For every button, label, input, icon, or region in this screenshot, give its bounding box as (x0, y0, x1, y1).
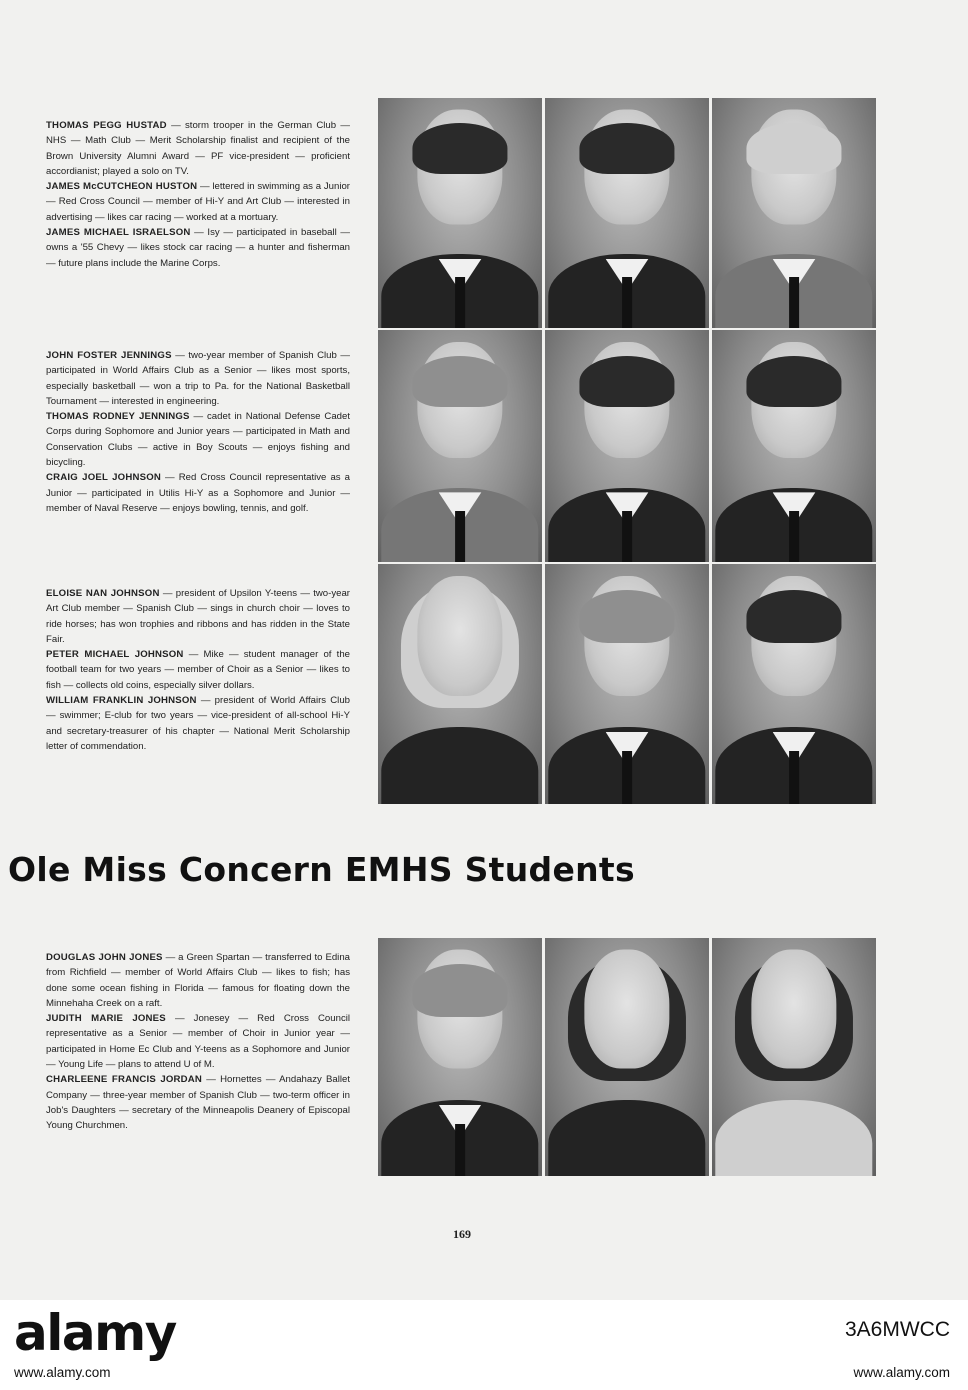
bio-entry (46, 1011, 350, 1072)
bio-entry (46, 950, 350, 1011)
portrait-craig-johnson (712, 330, 876, 562)
student-name: JAMES MICHAEL ISRAELSON (46, 227, 191, 239)
portrait-israelson (712, 98, 876, 328)
student-bio: — Hornettes — Andahazy Ballet Company — three-year member of Spanish Club — two-term officer in Job's Daughters — secretary of the Minneapolis Deanery of Episcopal Young Churchmen. (46, 1074, 350, 1132)
student-bio: — Mike — student manager of the football team for two years — member of Choir as a Senior — likes to fish — collects old coins, especially silver dollars. (46, 649, 350, 691)
bio-group-4 (46, 950, 350, 1134)
image-id: 3A6MWCC (844, 1318, 950, 1341)
student-bio: — two-year member of Spanish Club — participated in World Affairs Club as a Senior — likes most sports, especially basketball — won a trip to Pa. for the National Basketball Tournament — interested in engineering. (46, 350, 350, 407)
bio-entry (46, 409, 350, 470)
photo-row-4 (378, 938, 876, 1176)
bio-group-3 (46, 586, 350, 754)
student-bio: — Jonesey — Red Cross Council representative as a Senior — member of Choir in Junior year — participated in Home Ec Club and Y-teens as a Sophomore and Junior — Young Life — plans to attend U of M. (46, 1013, 351, 1071)
student-bio: — president of Upsilon Y-teens — two-year Art Club member — Spanish Club — sings in church choir — loves to ride horses; has won trophies and ribbons and has ridden in the State Fair. (46, 588, 350, 645)
site-url-left: www.alamy.com (14, 1365, 111, 1380)
student-name: JOHN FOSTER JENNINGS (46, 350, 172, 361)
bio-entry (46, 586, 350, 647)
student-bio: — president of World Affairs Club — swimmer; E-club for two years — vice-president of all-school Hi-Y and secretary-treasurer of his chapter — National Merit Scholarship letter of commendation. (46, 695, 350, 752)
stock-credit-bar (0, 1300, 968, 1390)
bio-group-2 (46, 348, 350, 516)
portrait-thomas-jennings (545, 330, 709, 562)
bio-entry (46, 1072, 350, 1133)
student-name: CHARLEENE FRANCIS JORDAN (46, 1074, 203, 1086)
bio-entry (46, 647, 350, 693)
alamy-logo: alamy (14, 1304, 176, 1362)
student-bio: — storm trooper in the German Club — NHS — Math Club — Merit Scholarship finalist and recipient of the Brown University Alumni Award — PF vice-president — proficient accordianist; played a solo on TV. (46, 120, 351, 177)
portrait-eloise-johnson (378, 564, 542, 804)
portrait-judith-jones (545, 938, 709, 1176)
student-name: WILLIAM FRANKLIN JOHNSON (46, 695, 197, 707)
photo-row-1 (378, 98, 876, 328)
student-name: DOUGLAS JOHN JONES (46, 952, 163, 963)
bio-entry (46, 179, 350, 225)
student-name: PETER MICHAEL JOHNSON (46, 649, 184, 661)
photo-row-2 (378, 330, 876, 562)
student-bio: — a Green Spartan — transferred to Edina from Richfield — member of World Affairs Club — likes to fish; has done some ocean fishing in Florida — famous for floating down the Minnehaha Creek on a raft. (46, 952, 350, 1009)
student-name: CRAIG JOEL JOHNSON (46, 472, 161, 484)
student-bio: — Isy — participated in baseball — owns a '55 Chevy — likes stock car racing — a hunter and fisherman — future plans include the Marine Corps. (46, 227, 350, 269)
student-bio: — cadet in National Defense Cadet Corps during Sophomore and Junior years — participated in Math and Conservation Clubs — active in Boy Scouts — enjoys fishing and bicycling. (46, 411, 351, 469)
portrait-charleene-jordan (712, 938, 876, 1176)
bio-entry (46, 225, 350, 271)
portrait-douglas-jones (378, 938, 542, 1176)
student-bio: — lettered in swimming as a Junior — Red Cross Council — member of Hi-Y and Art Club — interested in advertising — likes car racing — worked at a mortuary. (46, 181, 350, 223)
portrait-huston (545, 98, 709, 328)
portrait-william-johnson (712, 564, 876, 804)
bio-entry (46, 693, 350, 754)
bio-group-1 (46, 118, 350, 271)
student-name: ELOISE NAN JOHNSON (46, 588, 160, 599)
page-headline: Ole Miss Concern EMHS Students (8, 850, 635, 889)
portrait-hustad (378, 98, 542, 328)
bio-entry (46, 118, 350, 179)
student-name: JAMES McCUTCHEON HUSTON (46, 181, 198, 193)
student-name: THOMAS PEGG HUSTAD (46, 120, 167, 131)
portrait-peter-johnson (545, 564, 709, 804)
bio-entry (46, 348, 350, 409)
photo-row-3 (378, 564, 876, 804)
site-url-right: www.alamy.com (853, 1365, 950, 1380)
student-bio: — Red Cross Council representative as a Junior — participated in Utilis Hi-Y as a Sophomore and Junior — member of Naval Reserve — enjoys bowling, tennis, and golf. (46, 472, 350, 514)
page-number: 169 (453, 1227, 471, 1241)
bio-entry (46, 470, 350, 516)
student-name: THOMAS RODNEY JENNINGS (46, 411, 190, 423)
student-name: JUDITH MARIE JONES (46, 1013, 166, 1025)
portrait-john-jennings (378, 330, 542, 562)
